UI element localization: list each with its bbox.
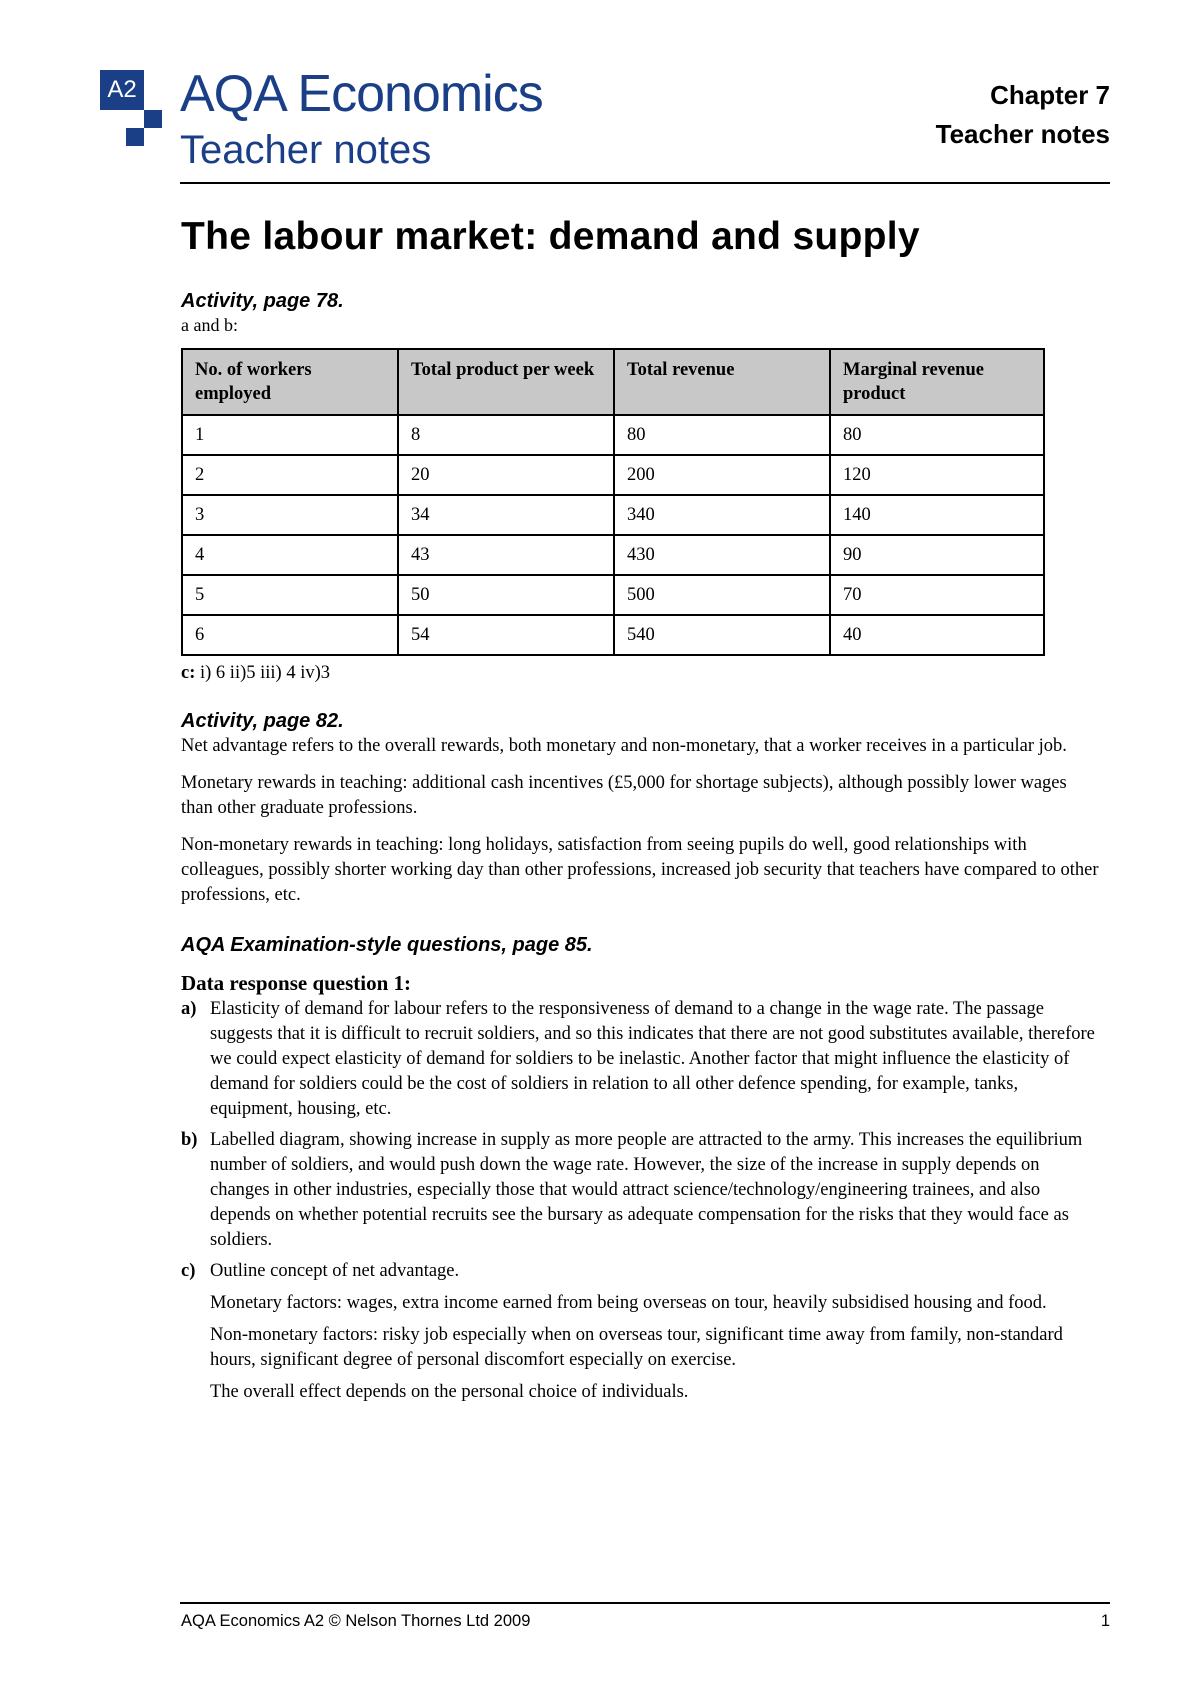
page-content [181, 212, 1101, 1411]
table-header-cell: Total product per week [398, 349, 614, 415]
item-label: b) [181, 1130, 198, 1150]
table-header-row [182, 349, 1044, 415]
table-cell: 500 [614, 575, 830, 615]
table-row [182, 415, 1044, 455]
table-cell: 6 [182, 615, 398, 655]
activity-78-section [181, 288, 1101, 686]
part-c-values: i) 6 ii)5 iii) 4 iv)3 [200, 663, 330, 683]
logo-title: AQA Economics [180, 65, 543, 123]
activity-78-heading: Activity, page 78. [181, 290, 344, 312]
chapter-heading [936, 76, 1110, 154]
table-cell: 430 [614, 535, 830, 575]
table-cell: 200 [614, 455, 830, 495]
chapter-number: Chapter 7 [990, 80, 1110, 110]
logo [100, 65, 660, 180]
table-cell: 80 [614, 415, 830, 455]
item-text: Labelled diagram, showing increase in supply as more people are attracted to the army. This increases the equilibrium number of soldiers, and would push down the wage rate. However, the size of the increase in supply depends on changes in other industries, especially those that would attract science/technology/engineering trainees, and also depends on whether potential recruits see the bursary as adequate compensation for the risks that they would face as soldiers. [210, 1130, 1083, 1250]
table-cell: 43 [398, 535, 614, 575]
table-cell: 340 [614, 495, 830, 535]
table-row [182, 495, 1044, 535]
logo-subtitle: Teacher notes [180, 128, 432, 172]
table-header-cell: Marginal revenue product [830, 349, 1044, 415]
header-divider [180, 182, 1110, 184]
page-number: 1 [1100, 1612, 1110, 1630]
exam-section [181, 932, 1101, 1405]
table-cell: 70 [830, 575, 1044, 615]
table-cell: 34 [398, 495, 614, 535]
table-row [182, 535, 1044, 575]
list-item [181, 997, 1101, 1122]
activity-78-intro: a and b: [181, 315, 238, 335]
exam-heading: AQA Examination-style questions, page 85. [181, 934, 593, 956]
table-cell: 8 [398, 415, 614, 455]
table-cell: 140 [830, 495, 1044, 535]
paragraph: Non-monetary rewards in teaching: long holidays, satisfaction from seeing pupils do well, good relationships with colleagues, possibly shorter working day than other professions, increased job security that teachers have compared to other professions, etc. [181, 835, 1099, 905]
paragraph: Net advantage refers to the overall rewards, both monetary and non-monetary, that a worker receives in a particular job. [181, 736, 1067, 756]
table-cell: 20 [398, 455, 614, 495]
a2-badge: A2 [100, 70, 144, 110]
table-cell: 54 [398, 615, 614, 655]
item-text: Outline concept of net advantage. [210, 1261, 460, 1281]
activity-82-heading: Activity, page 82. [181, 710, 344, 732]
item-text: Elasticity of demand for labour refers to the responsiveness of demand to a change in the wage rate. The passage suggests that it is difficult to recruit soldiers, and so this indicates that there are not good substitutes available, therefore we could expect elasticity of demand for soldiers to be inelastic. Another factor that might influence the elasticity of demand for soldiers could be the cost of soldiers in relation to all other defence spending, for example, tanks, equipment, housing, etc. [210, 999, 1095, 1119]
table-cell: 5 [182, 575, 398, 615]
item-text: Monetary factors: wages, extra income earned from being overseas on tour, heavily subsidised housing and food. [210, 1293, 1047, 1313]
item-text: The overall effect depends on the personal choice of individuals. [210, 1382, 689, 1402]
activity-82-section [181, 708, 1101, 908]
footer-divider [180, 1602, 1110, 1604]
part-c-answer [181, 660, 1101, 686]
list-item [181, 1128, 1101, 1253]
item-label: c) [181, 1261, 196, 1281]
logo-square-decoration [126, 128, 144, 146]
page-title: The labour market: demand and supply [181, 215, 920, 258]
footer-copyright: AQA Economics A2 © Nelson Thornes Ltd 2009 [181, 1612, 531, 1630]
table-cell: 80 [830, 415, 1044, 455]
table-cell: 3 [182, 495, 398, 535]
table-cell: 40 [830, 615, 1044, 655]
chapter-subtitle: Teacher notes [935, 119, 1110, 149]
table-cell: 540 [614, 615, 830, 655]
table-cell: 90 [830, 535, 1044, 575]
table-cell: 4 [182, 535, 398, 575]
logo-square-decoration [144, 110, 162, 128]
table-header-cell: Total revenue [614, 349, 830, 415]
question-list [181, 997, 1101, 1405]
labour-table [181, 348, 1045, 656]
part-c-label: c: [181, 663, 196, 683]
table-cell: 120 [830, 455, 1044, 495]
paragraph: Monetary rewards in teaching: additional cash incentives (£5,000 for shortage subjects), although possibly lower wages than other graduate professions. [181, 773, 1067, 818]
table-cell: 2 [182, 455, 398, 495]
data-response-title: Data response question 1: [181, 971, 412, 995]
item-text: Non-monetary factors: risky job especially when on overseas tour, significant time away from family, non-standard hours, significant degree of personal discomfort especially on exercise. [210, 1325, 1063, 1370]
table-row [182, 615, 1044, 655]
table-header-cell: No. of workers employed [182, 349, 398, 415]
table-row [182, 575, 1044, 615]
table-cell: 1 [182, 415, 398, 455]
table-cell: 50 [398, 575, 614, 615]
table-row [182, 455, 1044, 495]
list-item [181, 1259, 1101, 1405]
item-label: a) [181, 999, 197, 1019]
